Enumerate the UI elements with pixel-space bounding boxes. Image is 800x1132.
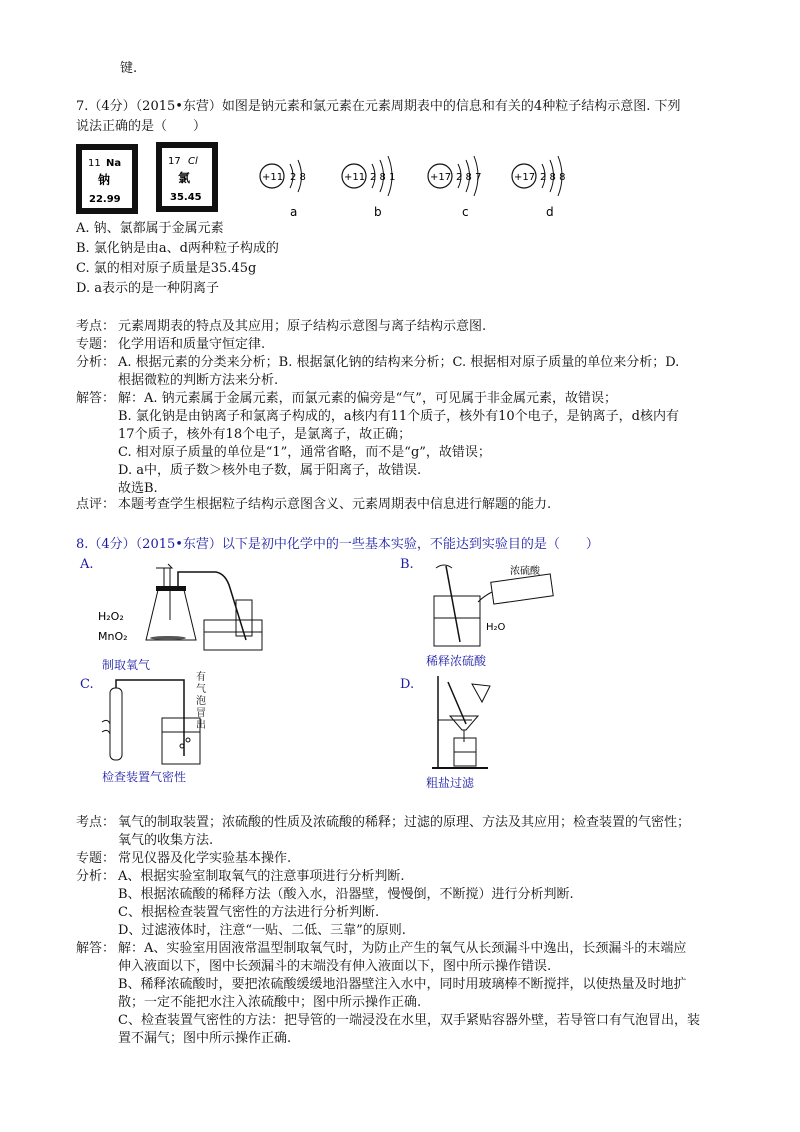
q7-jieda-2: B. 氯化钠是由钠离子和氯离子构成的，a核内有11个质子，核外有10个电子，是钠离子，d核内有 xyxy=(118,409,679,424)
cl-element-card xyxy=(156,142,218,212)
q7-option-b: B. 氯化钠是由a、d两种粒子构成的 xyxy=(76,241,279,256)
particle-c xyxy=(428,156,481,219)
na-mass: 22.99 xyxy=(89,194,121,205)
svg-text:d: d xyxy=(546,205,554,219)
q8-option-d-letter: D. xyxy=(400,677,415,692)
conc-acid-label: 浓硫酸 xyxy=(510,566,540,577)
q8-kaodian-2: 氧气的收集方法. xyxy=(118,833,214,848)
na-element-card xyxy=(76,144,138,214)
dilute-acid-figure xyxy=(424,556,574,656)
q7-stem-line2: 说法正确的是（ ） xyxy=(76,119,207,134)
q8-c-caption: 检查装置气密性 xyxy=(102,770,187,784)
cl-name: 氯 xyxy=(178,171,191,185)
bubble-note: 有气泡冒出 xyxy=(196,672,206,731)
q8-d-caption: 粗盐过滤 xyxy=(426,776,475,790)
water-label: H₂O xyxy=(486,622,506,633)
q7-fenxi-2: 根据微粒的判断方法来分析. xyxy=(118,373,279,388)
q8-jieda-4: 散；一定不能把水注入浓硫酸中；图中所示操作正确. xyxy=(118,995,422,1010)
q7-jieda-5: D. a中，质子数＞核外电子数，属于阳离子，故错误. xyxy=(118,463,422,478)
q7-option-a: A. 钠、氯都属于金属元素 xyxy=(76,221,224,236)
cl-mass: 35.45 xyxy=(170,192,202,203)
q8-option-a-letter: A. xyxy=(80,557,94,572)
q7-figure xyxy=(76,140,596,220)
particle-a xyxy=(260,160,306,219)
particle-d xyxy=(512,156,565,219)
q7-option-c: C. 氯的相对原子质量是35.45g xyxy=(76,261,257,276)
q7-option-d: D. a表示的是一种阴离子 xyxy=(76,281,219,296)
svg-text:2 8 1: 2 8 1 xyxy=(370,172,396,183)
svg-text:+11: +11 xyxy=(262,172,284,183)
q8-fenxi-2: B、根据浓硫酸的稀释方法（酸入水，沿器壁，慢慢倒，不断搅）进行分析判断. xyxy=(118,887,574,902)
q8-zhuanti: 专题： 常见仪器及化学实验基本操作. xyxy=(76,851,292,866)
mno2-label: MnO₂ xyxy=(98,630,128,643)
q8-stem: 8.（4分）（2015•东营）以下是初中化学中的一些基本实验，不能达到实验目的是（ ） xyxy=(76,537,599,552)
continued-text: 键. xyxy=(120,61,138,76)
svg-text:b: b xyxy=(374,205,382,219)
q8-fenxi-1: 分析： A、根据实验室制取氧气的注意事项进行分析判断. xyxy=(76,869,405,884)
oxygen-apparatus-figure xyxy=(96,560,276,660)
q8-jieda-3: B、稀释浓硫酸时，要把浓硫酸缓缓地沿器壁注入水中，同时用玻璃棒不断搅拌，以使热量及时地扩 xyxy=(118,977,687,992)
svg-text:a: a xyxy=(290,205,298,219)
svg-text:2 8 7: 2 8 7 xyxy=(456,172,482,183)
svg-text:2 8: 2 8 xyxy=(290,172,306,183)
svg-text:+17: +17 xyxy=(430,172,452,183)
q8-fenxi-4: D、过滤液体时，注意“一贴、二低、三靠”的原则. xyxy=(118,923,406,938)
q7-dianping: 点评： 本题考查学生根据粒子结构示意图含义、元素周期表中信息进行解题的能力. xyxy=(76,497,552,512)
q8-jieda-5: C、检查装置气密性的方法：把导管的一端浸没在水里，双手紧贴容器外壁，若导管口有气泡冒出，装 xyxy=(118,1013,700,1028)
q7-jieda-6: 故选B. xyxy=(118,481,158,496)
svg-text:c: c xyxy=(462,205,469,219)
h2o2-label: H₂O₂ xyxy=(98,610,124,623)
q8-option-c-letter: C. xyxy=(80,677,94,692)
na-symbol: Na xyxy=(106,158,122,169)
q7-fenxi-1: 分析： A. 根据元素的分类来分析；B. 根据氯化钠的结构来分析；C. 根据相对原子质量的单位来分析；D. xyxy=(76,355,680,370)
q7-stem-line1: 7.（4分）（2015•东营）如图是钠元素和氯元素在元素周期表中的信息和有关的4种粒子结构示意图. 下列 xyxy=(76,99,681,114)
na-name: 钠 xyxy=(98,173,111,187)
q8-kaodian-1: 考点： 氧气的制取装置；浓硫酸的性质及浓硫酸的稀释；过滤的原理、方法及其应用；检查装置的气密性； xyxy=(76,815,691,830)
svg-text:+11: +11 xyxy=(344,172,366,183)
filtration-figure xyxy=(428,672,518,772)
q8-jieda-1: 解答： 解：A、实验室用固液常温型制取氧气时，为防止产生的氧气从长颈漏斗中逸出，长颈漏斗的末端应 xyxy=(76,941,687,956)
na-number: 11 xyxy=(88,158,101,169)
q7-jieda-1: 解答： 解：A. 钠元素属于金属元素，而氯元素的偏旁是“气”，可见属于非金属元素，故错误； xyxy=(76,391,617,406)
q7-kaodian: 考点： 元素周期表的特点及其应用；原子结构示意图与离子结构示意图. xyxy=(76,319,487,334)
svg-text:2 8 8: 2 8 8 xyxy=(540,172,566,183)
q8-jieda-2: 伸入液面以下，图中长颈漏斗的末端没有伸入液面以下，图中所示操作错误. xyxy=(118,959,552,974)
particle-b xyxy=(342,156,395,219)
q7-zhuanti: 专题： 化学用语和质量守恒定律. xyxy=(76,337,266,352)
q8-option-b-letter: B. xyxy=(400,557,414,572)
q8-fenxi-3: C、根据检查装置气密性的方法进行分析判断. xyxy=(118,905,380,920)
q8-b-caption: 稀释浓硫酸 xyxy=(426,654,487,668)
cl-symbol: Cl xyxy=(188,156,198,167)
q7-jieda-4: C. 相对原子质量的单位是“1”，通常省略，而不是“g”，故错误； xyxy=(118,445,491,460)
cl-number: 17 xyxy=(168,156,181,167)
q8-a-caption: 制取氧气 xyxy=(102,658,151,672)
q7-jieda-3: 17个质子，核外有18个电子，是氯离子，故正确； xyxy=(118,427,412,442)
q8-jieda-6: 置不漏气；图中所示操作正确. xyxy=(118,1031,292,1046)
svg-text:+17: +17 xyxy=(514,172,536,183)
